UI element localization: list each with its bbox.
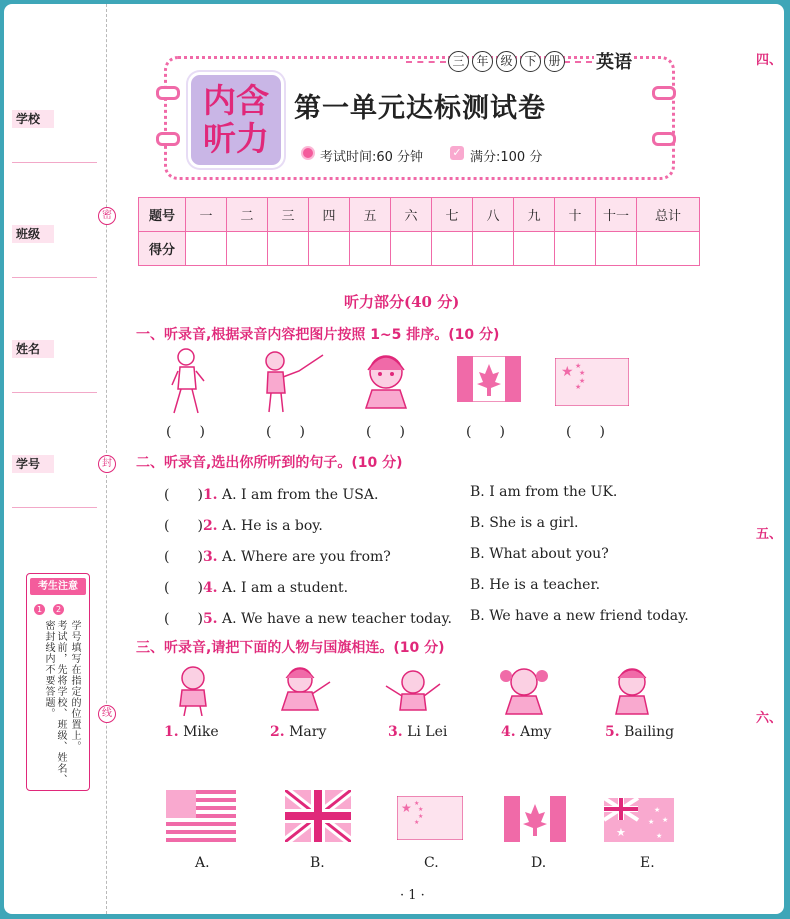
page-number: · 1 · — [400, 888, 425, 903]
name-line — [12, 392, 97, 393]
svg-text:★: ★ — [616, 826, 626, 839]
girl-bailing-icon — [608, 664, 656, 716]
person-label — [501, 724, 551, 740]
seal-feng: 封 — [98, 455, 116, 473]
badge-line-2: 听力 — [203, 119, 269, 158]
svg-text:★: ★ — [579, 369, 586, 377]
teacher-pointing-icon — [259, 349, 329, 415]
col-header: 三 — [268, 198, 309, 232]
uk-flag-icon — [285, 790, 351, 842]
right-edge-5: 五、 — [756, 527, 783, 542]
col-header: 一 — [186, 198, 227, 232]
question-number: 1. — [202, 487, 218, 503]
ring-right-bottom — [652, 132, 676, 146]
score-cell[interactable] — [514, 232, 555, 266]
seal-mi: 密 — [98, 207, 116, 225]
score-cell[interactable] — [350, 232, 391, 266]
exam-page — [4, 4, 784, 914]
person-label — [270, 724, 326, 740]
notice-num-2: 2 — [53, 604, 64, 615]
option-b: B. He is a teacher. — [470, 577, 601, 593]
option-b: B. What about you? — [470, 546, 609, 562]
answer-paren[interactable]: ( ) — [466, 424, 505, 440]
option-b: B. I am from the UK. — [470, 484, 618, 500]
boy-lilei-icon — [382, 666, 444, 716]
col-header: 二 — [227, 198, 268, 232]
svg-text:★: ★ — [648, 818, 655, 826]
walking-boy-icon — [164, 347, 214, 417]
flag-letter: C. — [424, 855, 439, 871]
score-cell[interactable] — [268, 232, 309, 266]
svg-text:★: ★ — [656, 832, 663, 840]
boy-mike-icon — [170, 664, 216, 716]
question-row — [164, 577, 348, 597]
svg-text:★: ★ — [414, 800, 420, 807]
right-edge-4: 四、 — [756, 53, 783, 68]
notice-box — [26, 573, 90, 791]
grade-char: 三 — [448, 51, 469, 72]
name-label: 姓名 — [12, 340, 54, 358]
notice-text-1: 学号填写在指定的位置上。 — [69, 620, 80, 752]
girl-amy-icon — [496, 662, 552, 716]
person-number: 4. — [501, 724, 516, 740]
person-name: Mary — [289, 724, 327, 740]
student-no-line — [12, 507, 97, 508]
grade-tag — [448, 51, 568, 72]
question-row — [164, 515, 323, 535]
student-no-label: 学号 — [12, 455, 54, 473]
person-label — [164, 724, 219, 740]
col-header: 四 — [309, 198, 350, 232]
notice-title: 考生注意 — [30, 578, 86, 595]
answer-paren[interactable]: ( ) — [366, 424, 405, 440]
subject-label: 英语 — [594, 48, 634, 74]
answer-paren[interactable]: ( ) — [164, 549, 203, 565]
col-header: 六 — [391, 198, 432, 232]
grade-char: 下 — [520, 51, 541, 72]
row-label-score: 得分 — [139, 232, 186, 266]
australia-flag-icon — [604, 798, 674, 842]
answer-paren[interactable]: ( ) — [164, 518, 203, 534]
answer-paren[interactable]: ( ) — [566, 424, 605, 440]
flag-letter: E. — [640, 855, 655, 871]
person-name: Mike — [183, 724, 219, 740]
china-flag-icon — [397, 796, 463, 840]
person-label — [388, 724, 447, 740]
question-number: 4. — [202, 580, 218, 596]
option-a: A. We have a new teacher today. — [222, 611, 452, 627]
exam-time: 考试时间:60 分钟 — [320, 150, 424, 165]
clock-icon — [301, 146, 315, 160]
score-cell[interactable] — [227, 232, 268, 266]
col-header: 十一 — [596, 198, 637, 232]
section-2-title: 二、听录音,选出你所听到的句子。(10 分) — [136, 455, 403, 471]
listening-badge — [188, 72, 284, 168]
ring-right-top — [652, 86, 676, 100]
col-header-total: 总计 — [637, 198, 700, 232]
col-header: 五 — [350, 198, 391, 232]
canada-flag-icon — [457, 356, 521, 402]
answer-paren[interactable]: ( ) — [164, 487, 203, 503]
grade-char: 级 — [496, 51, 517, 72]
answer-paren[interactable]: ( ) — [166, 424, 205, 440]
ring-left-bottom — [156, 132, 180, 146]
svg-text:★: ★ — [418, 806, 424, 813]
flag-letter: D. — [531, 855, 547, 871]
check-icon: ✓ — [450, 146, 464, 160]
option-a: A. Where are you from? — [222, 549, 391, 565]
answer-paren[interactable]: ( ) — [164, 580, 203, 596]
svg-text:★: ★ — [401, 801, 412, 815]
person-number: 1. — [164, 724, 179, 740]
person-number: 2. — [270, 724, 285, 740]
section-3-title: 三、听录音,请把下面的人物与国旗相连。(10 分) — [136, 640, 445, 656]
grade-char: 年 — [472, 51, 493, 72]
listening-part-title: 听力部分(40 分) — [344, 293, 460, 311]
grade-char: 册 — [544, 51, 565, 72]
score-cell[interactable] — [391, 232, 432, 266]
score-cell[interactable] — [555, 232, 596, 266]
person-number: 5. — [605, 724, 620, 740]
svg-text:★: ★ — [662, 816, 669, 824]
answer-paren[interactable]: ( ) — [266, 424, 305, 440]
person-name: Bailing — [624, 724, 675, 740]
page-title: 第一单元达标测试卷 — [294, 93, 546, 124]
svg-text:★: ★ — [561, 364, 574, 380]
col-header: 九 — [514, 198, 555, 232]
person-number: 3. — [388, 724, 403, 740]
school-label: 学校 — [12, 110, 54, 128]
option-a: A. I am a student. — [222, 580, 349, 596]
question-number: 3. — [202, 549, 218, 565]
canada-flag-icon — [504, 796, 566, 842]
col-header: 八 — [473, 198, 514, 232]
question-row — [164, 484, 378, 504]
svg-text:★: ★ — [575, 383, 582, 391]
col-header: 十 — [555, 198, 596, 232]
option-b: B. We have a new friend today. — [470, 608, 689, 624]
flag-letter: A. — [195, 855, 210, 871]
score-cell[interactable] — [473, 232, 514, 266]
girl-face-icon — [354, 348, 420, 412]
score-cell[interactable] — [596, 232, 637, 266]
svg-text:★: ★ — [418, 813, 424, 820]
question-row — [164, 546, 391, 566]
option-a: A. He is a boy. — [222, 518, 323, 534]
question-row — [164, 608, 452, 628]
person-label — [605, 724, 674, 740]
score-cell[interactable] — [186, 232, 227, 266]
class-line — [12, 277, 97, 278]
svg-text:★: ★ — [654, 806, 661, 814]
school-line — [12, 162, 97, 163]
girl-mary-icon — [266, 664, 336, 716]
notice-num-1: 1 — [34, 604, 45, 615]
right-edge-6: 六、 — [756, 711, 783, 726]
option-b: B. She is a girl. — [470, 515, 579, 531]
class-label: 班级 — [12, 225, 54, 243]
person-name: Amy — [520, 724, 552, 740]
ring-left-top — [156, 86, 180, 100]
question-number: 2. — [202, 518, 218, 534]
full-score: 满分:100 分 — [470, 150, 543, 165]
col-header: 七 — [432, 198, 473, 232]
grade-dots-right — [564, 61, 592, 63]
notice-text-2: 考试前，先将学校、班级、姓名、密封线内不要答题。 — [43, 620, 66, 785]
score-cell-total[interactable] — [637, 232, 700, 266]
seal-xian: 线 — [98, 705, 116, 723]
svg-text:★: ★ — [414, 819, 420, 826]
svg-text:★: ★ — [579, 377, 586, 385]
answer-paren[interactable]: ( ) — [164, 611, 203, 627]
china-flag-icon — [555, 358, 629, 406]
usa-flag-icon — [166, 790, 236, 842]
question-number: 5. — [202, 611, 218, 627]
row-label-question: 题号 — [139, 198, 186, 232]
score-cell[interactable] — [432, 232, 473, 266]
option-a: A. I am from the USA. — [222, 487, 379, 503]
badge-line-1: 内含 — [203, 81, 269, 120]
score-table — [138, 197, 700, 266]
grade-dots-left — [406, 61, 446, 63]
score-cell[interactable] — [309, 232, 350, 266]
flag-letter: B. — [310, 855, 325, 871]
section-1-title: 一、听录音,根据录音内容把图片按照 1~5 排序。(10 分) — [136, 327, 500, 343]
person-name: Li Lei — [407, 724, 448, 740]
svg-text:★: ★ — [575, 362, 582, 370]
